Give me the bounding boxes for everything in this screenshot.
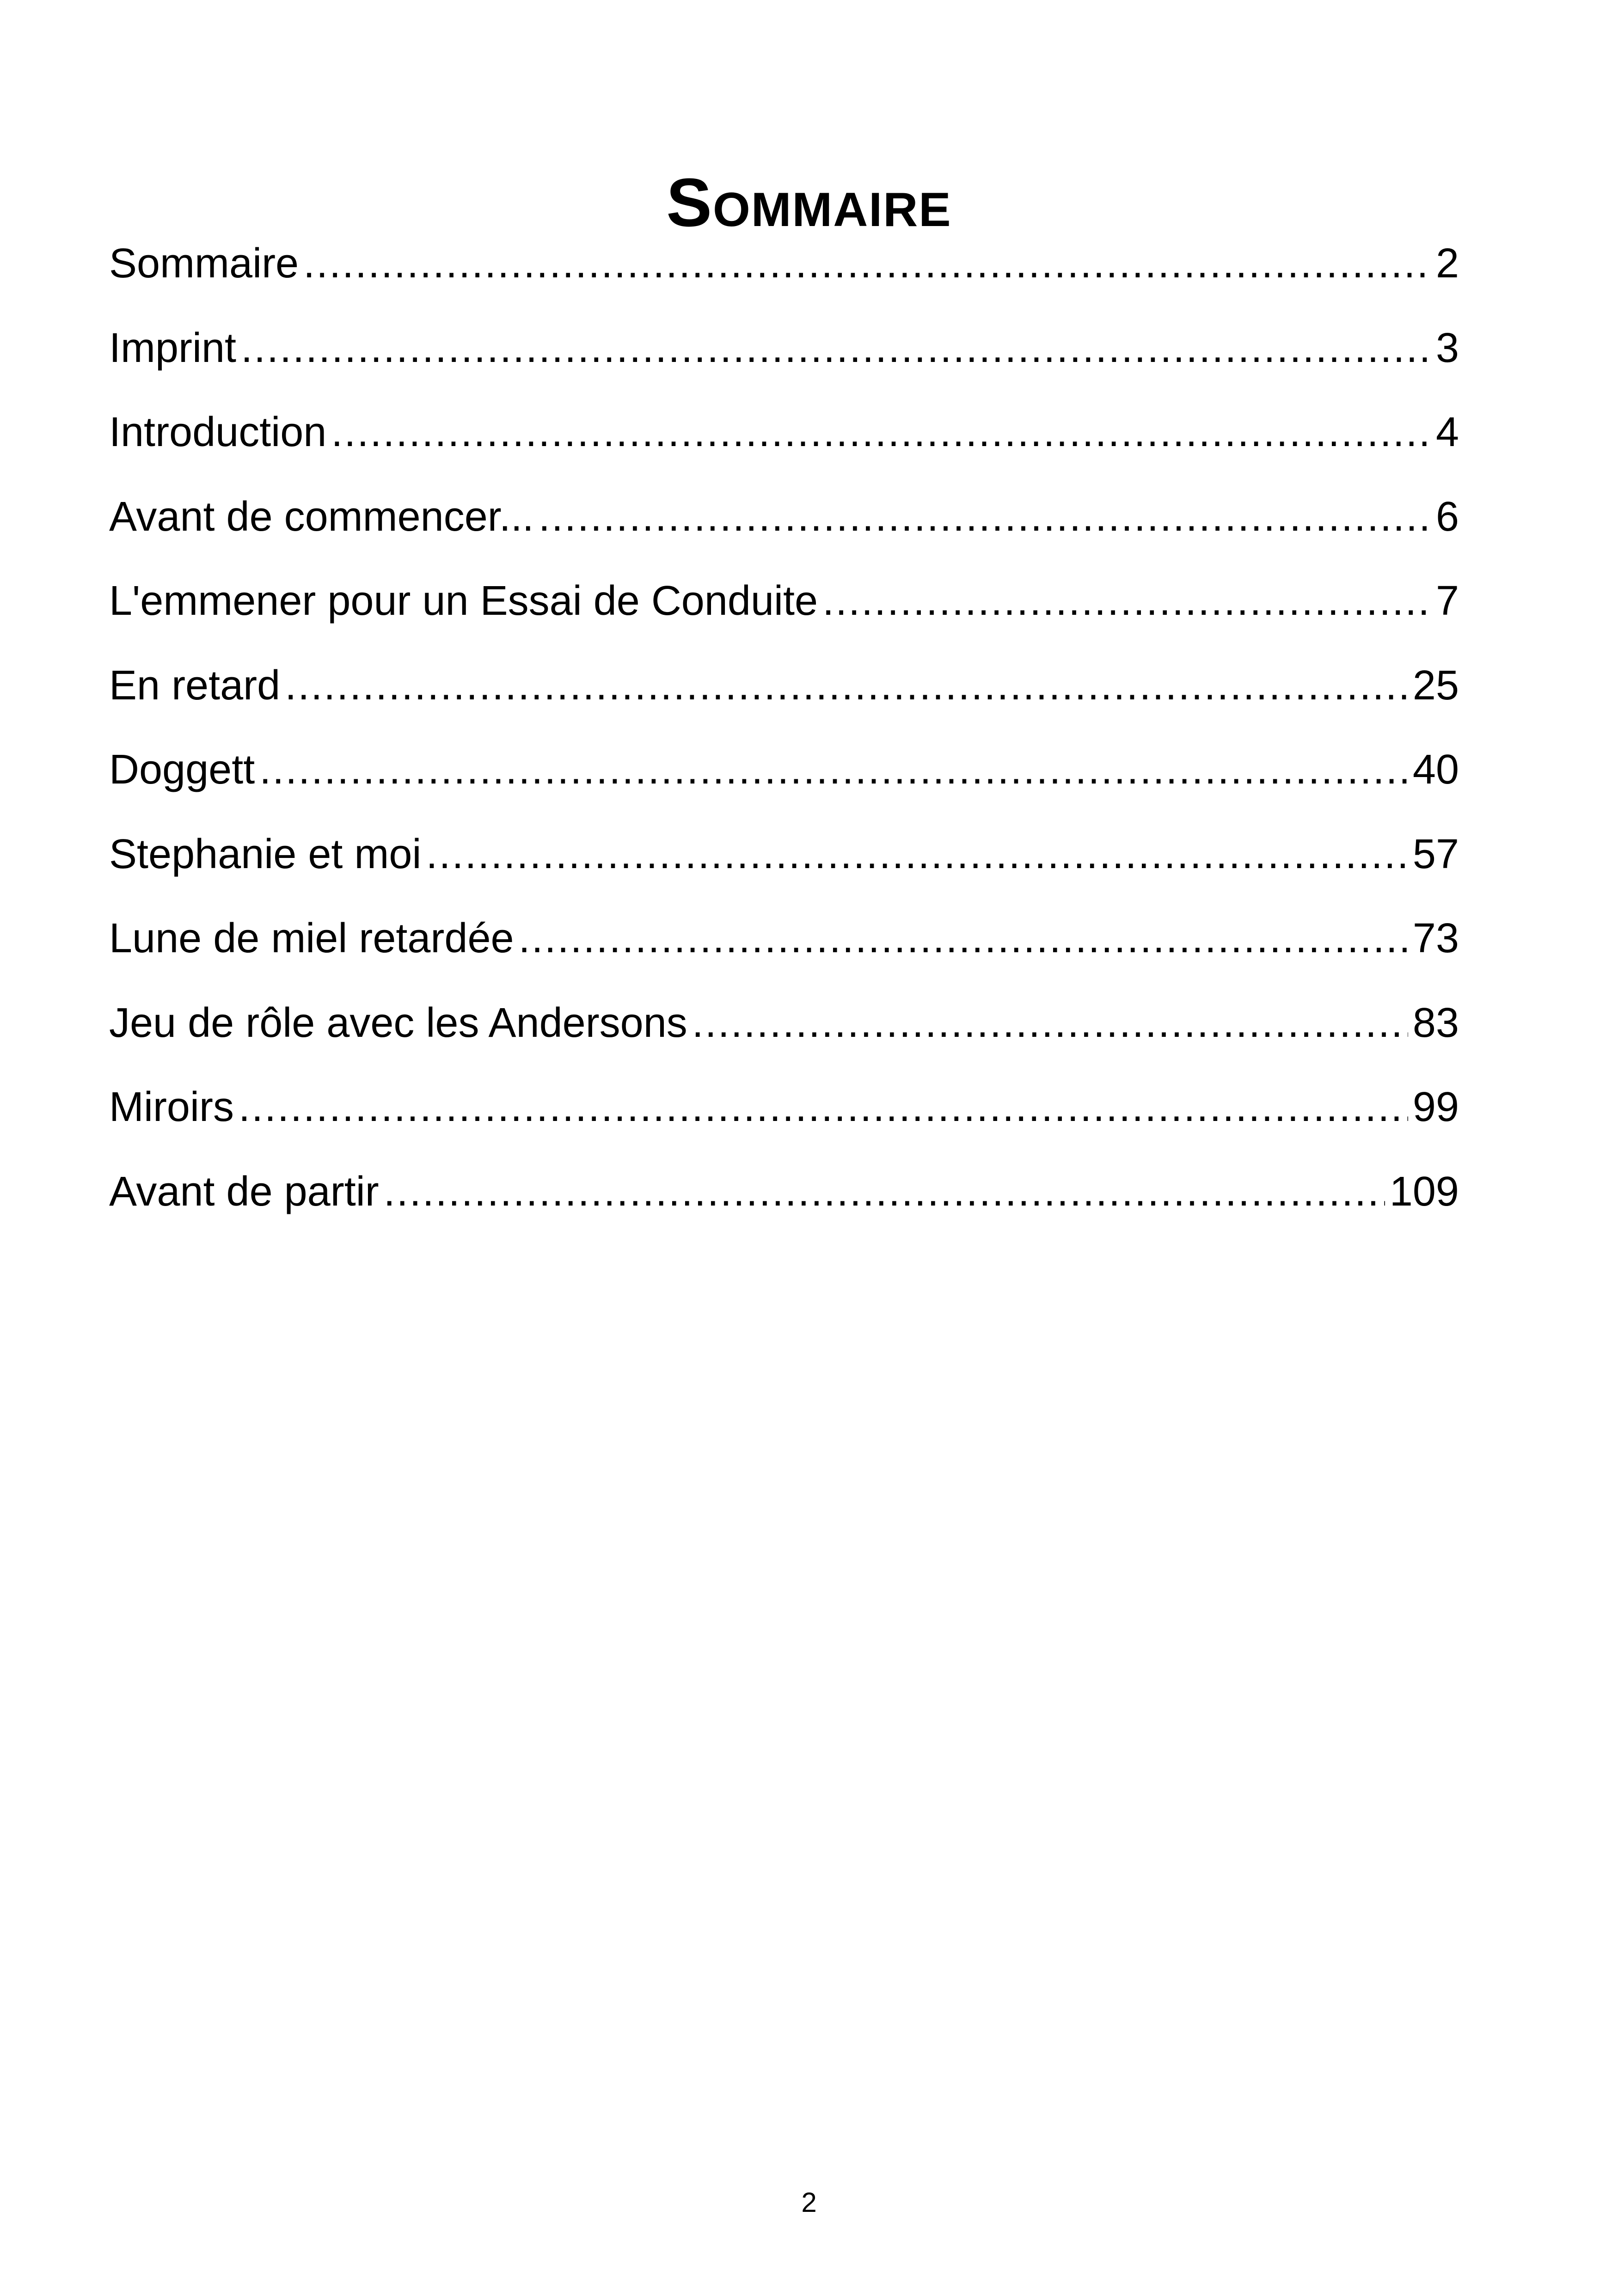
toc-entry-sommaire[interactable] [109, 233, 1459, 318]
toc-entry-page: 83 [1412, 999, 1459, 1046]
page-title: Sommaire [666, 165, 952, 241]
toc-entry-page: 2 [1435, 240, 1459, 287]
toc-entry-jeu-de-role[interactable] [109, 993, 1459, 1078]
toc-entry-page: 7 [1435, 578, 1459, 624]
toc-entry-page: 25 [1412, 662, 1459, 709]
toc-entry-doggett[interactable] [109, 740, 1459, 824]
toc-entry-title: En retard [109, 662, 281, 709]
toc-entry-avant-de-partir[interactable] [109, 1162, 1459, 1246]
dot-leader [285, 655, 1408, 716]
dot-leader [539, 487, 1431, 547]
toc-entry-imprint[interactable] [109, 318, 1459, 403]
toc-entry-page: 6 [1435, 493, 1459, 540]
toc-entry-title: Avant de commencer... [109, 493, 534, 540]
toc-entry-miroirs[interactable] [109, 1077, 1459, 1162]
toc-entry-title: Miroirs [109, 1084, 234, 1130]
table-of-contents [109, 233, 1459, 1246]
toc-entry-page: 99 [1412, 1084, 1459, 1130]
toc-entry-introduction[interactable] [109, 402, 1459, 487]
toc-entry-title: Jeu de rôle avec les Andersons [109, 999, 687, 1046]
dot-leader [822, 571, 1431, 631]
dot-leader [303, 233, 1431, 294]
toc-entry-title: Lune de miel retardée [109, 915, 514, 961]
toc-entry-page: 57 [1412, 831, 1459, 877]
toc-entry-lune-de-miel[interactable] [109, 908, 1459, 993]
toc-entry-avant-de-commencer[interactable] [109, 487, 1459, 571]
toc-entry-title: Sommaire [109, 240, 299, 287]
dot-leader [692, 993, 1408, 1053]
toc-entry-en-retard[interactable] [109, 655, 1459, 740]
toc-entry-title: Avant de partir [109, 1168, 379, 1215]
toc-entry-page: 4 [1435, 409, 1459, 455]
toc-entry-stephanie-et-moi[interactable] [109, 824, 1459, 909]
toc-entry-title: Imprint [109, 325, 237, 371]
toc-entry-page: 40 [1412, 747, 1459, 793]
dot-leader [331, 402, 1431, 462]
dot-leader [239, 1077, 1408, 1137]
dot-leader [241, 318, 1431, 378]
dot-leader [384, 1162, 1385, 1222]
toc-entry-page: 109 [1389, 1168, 1459, 1215]
toc-entry-title: Stephanie et moi [109, 831, 422, 877]
toc-entry-essai-de-conduite[interactable] [109, 571, 1459, 655]
page-number: 2 [801, 2187, 817, 2218]
toc-entry-title: L'emmener pour un Essai de Conduite [109, 578, 818, 624]
toc-entry-page: 73 [1412, 915, 1459, 961]
dot-leader [519, 908, 1408, 968]
dot-leader [426, 824, 1408, 884]
toc-entry-title: Doggett [109, 747, 255, 793]
toc-entry-title: Introduction [109, 409, 327, 455]
toc-entry-page: 3 [1435, 325, 1459, 371]
dot-leader [259, 740, 1408, 800]
